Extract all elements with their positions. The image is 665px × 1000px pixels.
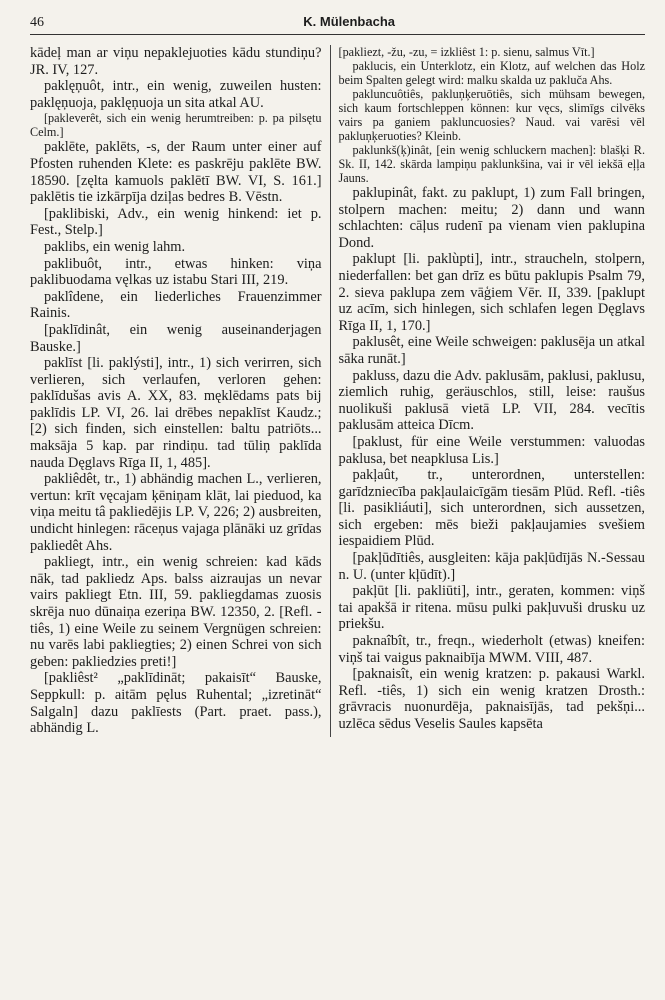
dictionary-entry: paklibuôt, intr., etwas hinken: viņa paklibuodama vęlkas uz istabu Stari III, 219. (30, 255, 322, 289)
dictionary-entry: kādeļ man ar viņu nepaklejuoties kādu stundiņu? JR. IV, 127. (30, 45, 322, 78)
dictionary-entry: [pakliezt, -žu, -zu, = izkliêst 1: p. sienu, salmus Vīt.] (338, 45, 595, 59)
dictionary-entry: paknaîbît, tr., freqn., wiederholt (etwas) kneifen: viņš tai vaigus paknaibīja MWM. VIII, 487. (338, 633, 645, 666)
dictionary-entry: paklîdene, ein liederliches Frauenzimmer Rainis. (30, 288, 322, 322)
dictionary-entry: [paklust, für eine Weile verstummen: valuodas paklusa, bet neapklusa Lis.] (338, 433, 645, 467)
dictionary-entry: pakluss, dazu die Adv. paklusām, paklusi, paklusu, ziemlich ruhig, geräuschlos, still, leise: raušus nuolikuši paklusā vietā LP. VII, 284. vecītis paklusām atteica Dīcm. (338, 367, 645, 434)
two-column-body (30, 45, 645, 737)
dictionary-entry: pakluncuôtiês, pakluņķeruōtiês, sich mühsam bewegen, sich kaum fortschleppen können: kur vęcs, slimīgs cilvēks vairs pa ganiem pakluncuosies? Naud. vai varēsi vēl pakluņķeruoties? Kleinb. (338, 87, 645, 143)
dictionary-entry: paklupt [li. paklùpti], intr., straucheln, stolpern, niederfallen: bet gan drīz es būtu paklupis Psalm 79, 2. sieva paklupa zem vāģiem Vēr. II, 339. [paklupt uz acīm, sich hinlegen, sich schlafen legen Dęglavs Rīga II, 1, 170.] (338, 251, 645, 334)
dictionary-entry: paklupinât, fakt. zu paklupt, 1) zum Fall bringen, stolpern machen: meitu; 2) dann und wann schlachten: cāļus rudenī pa vienam vien paklupina Dond. (338, 185, 645, 251)
dictionary-entry: paklēte, paklēts, -s, der Raum unter einer auf Pfosten ruhenden Klete: es paskrēju paklēte BW. 18590. [zęlta kamuols paklētī BW. VI, S. 161.] paklētis tie izkārpīja dziļas bedres B. Vēstn. (30, 139, 322, 206)
running-head: K. Mülenbacha (303, 14, 395, 29)
page-number: 46 (30, 15, 44, 30)
dictionary-entry: paklunkš(ķ)inât, [ein wenig schluckern machen]: blašķi R. Sk. II, 142. skārda lampiņu paklunkšina, vai ir vēl iekšā eļļa Jauns. (338, 143, 645, 185)
dictionary-entry: [pakleverêt, sich ein wenig herumtreiben: p. pa pilsętu Celm.] (30, 111, 322, 140)
dictionary-entry: paklęņuôt, intr., ein wenig, zuweilen husten: paklęņuoja, paklęņuoja un sita atkal AU. (30, 78, 322, 111)
page-header (30, 14, 645, 35)
dictionary-entry: paklīst [li. paklýsti], intr., 1) sich verirren, sich verlieren, sich verlaufen, verloren gehen: paklīdušas avis A. XX, 83. męklēdams pats bij paklīdis LP. VI, 26. lai drēbes nepaklīst Kaudz.; [2) sich finden, sich einstellen: baltu patriōts... maksāja 5 kap. par rindiņu. tad tūliņ paklīda nauda Dęglavs Rīga II, 1, 485]. (30, 355, 322, 471)
dictionary-entry: paklucis, ein Unterklotz, ein Klotz, auf welchen das Holz beim Spalten gelegt wird: malku skalda uz pakluča Ahs. (338, 59, 645, 87)
dictionary-entry: [paknaisît, ein wenig kratzen: p. pakausi Warkl. Refl. -tiês, 1) sich ein wenig kratzen Drosth.: grāvracis nuonurdēja, paknaisījās, tad pekšņi... uzlēca sēdus Veselis Saules kapsēta (338, 666, 645, 732)
dictionary-entry: paklusêt, eine Weile schweigen: paklusēja un atkal sāka runāt.] (338, 334, 645, 367)
dictionary-entry: pakliêdêt, tr., 1) abhändig machen L., verlieren, vertun: krīt vęcajam ķēniņam klāt, lai pieduod, ka viņa meitu tâ pakliedējis LP. V, 226; 2) ausbreiten, undicht hinlegen: rāceņus vajaga plānāki uz grīdas pakliedêt Ahs. (30, 471, 322, 554)
dictionary-entry: pakliegt, intr., ein wenig schreien: kad kāds nāk, tad pakliedz Aps. balss aizraujas un nevar vairs pakliegt Etn. III, 59. pakliegdamas zuosis skrēja nuo dūnaiņa ezeriņa BW. 12350, 2. [Refl. -tiês, 1) eine Weile zu seinem Vergnügen schreien: nu varēs labi pakliegties; 2) einen Schrei von sich geben: pakliedzies preti!] (30, 554, 322, 670)
right-column (330, 45, 645, 737)
dictionary-entry: [pakļūdītiês, ausgleiten: kāja pakļūdījās N.-Sessau n. U. (unter kļūdīt).] (338, 550, 645, 583)
dictionary-entry: [pakliêst² „paklīdināt; pakaisīt“ Bauske, Seppkull: p. aitām pęlus Ruhental; „izretināt“ Salgaln] dazu paklīests (Part. praet. pass.), abhändig L. (30, 670, 322, 737)
dictionary-entry: [paklīdinât, ein wenig auseinanderjagen Bauske.] (30, 321, 322, 355)
dictionary-entry: paklibs, ein wenig lahm. (44, 238, 186, 255)
dictionary-entry: pakļaût, tr., unterordnen, unterstellen: garīdzniecība pakļaulaicīgām tiesām Plūd. Refl. -tiês [li. pasikliáuti], sich unterordnen, sich aussetzen, sich ergeben: mēs bieži pakļaujamies svešiem iespaidiem Plūd. (338, 467, 645, 550)
dictionary-entry: [paklibiski, Adv., ein wenig hinkend: iet p. Fest., Stelp.] (30, 205, 322, 239)
dictionary-entry: pakļūt [li. pakliūti], intr., geraten, kommen: viņš tai apakšā ir ritena. mūsu pulki pakļuvuši drusku uz priekšu. (338, 583, 645, 633)
left-column (30, 45, 330, 737)
